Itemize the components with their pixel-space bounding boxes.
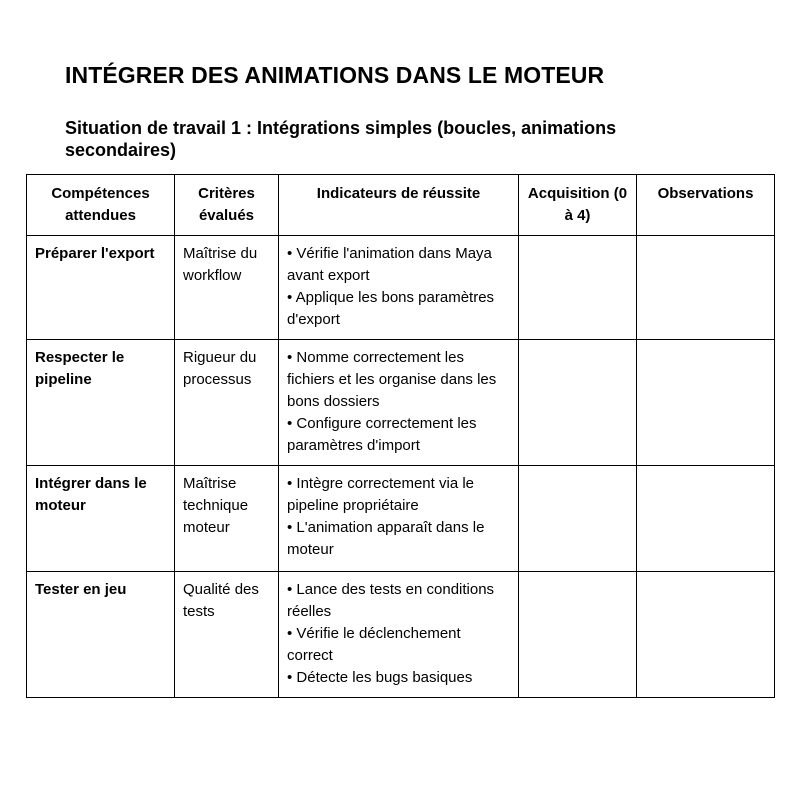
indicator-item: • Applique les bons paramètres d'export	[287, 289, 495, 328]
header-indicateurs: Indicateurs de réussite	[279, 175, 519, 236]
observations-cell[interactable]	[637, 466, 775, 572]
critere-cell: Maîtrise du workflow	[175, 236, 279, 340]
indicateurs-cell	[279, 572, 519, 698]
table-row	[27, 236, 775, 340]
evaluation-table	[26, 174, 775, 698]
header-observations: Observations	[637, 175, 775, 236]
indicator-item: • Intègre correctement via le pipeline propriétaire	[287, 475, 475, 514]
observations-cell[interactable]	[637, 340, 775, 466]
indicator-item: • Configure correctement les paramètres d'import	[287, 415, 477, 454]
critere-cell: Qualité des tests	[175, 572, 279, 698]
indicateurs-cell	[279, 236, 519, 340]
competence-cell: Préparer l'export	[27, 236, 175, 340]
critere-cell: Maîtrise technique moteur	[175, 466, 279, 572]
page-title: INTÉGRER DES ANIMATIONS DANS LE MOTEUR	[65, 62, 605, 88]
competence-cell: Tester en jeu	[27, 572, 175, 698]
indicator-item: • Lance des tests en conditions réelles	[287, 581, 495, 620]
table-row	[27, 466, 775, 572]
table-row	[27, 340, 775, 466]
observations-cell[interactable]	[637, 236, 775, 340]
critere-cell: Rigueur du processus	[175, 340, 279, 466]
indicateurs-cell	[279, 466, 519, 572]
indicator-item: • Nomme correctement les fichiers et les organise dans les bons dossiers	[287, 349, 497, 410]
observations-cell[interactable]	[637, 572, 775, 698]
acquisition-cell[interactable]	[519, 340, 637, 466]
indicator-item: • L'animation apparaît dans le moteur	[287, 519, 485, 558]
acquisition-cell[interactable]	[519, 572, 637, 698]
competence-cell: Intégrer dans le moteur	[27, 466, 175, 572]
header-competences: Compétences attendues	[27, 175, 175, 236]
indicateurs-cell	[279, 340, 519, 466]
indicator-item: • Vérifie le déclenchement correct	[287, 625, 461, 664]
table-row	[27, 572, 775, 698]
header-acquisition: Acquisition (0 à 4)	[519, 175, 637, 236]
indicator-item: • Détecte les bugs basiques	[287, 669, 473, 686]
table-header-row	[27, 175, 775, 236]
competence-cell: Respecter le pipeline	[27, 340, 175, 466]
indicator-item: • Vérifie l'animation dans Maya avant export	[287, 245, 492, 284]
header-criteres: Critères évalués	[175, 175, 279, 236]
acquisition-cell[interactable]	[519, 236, 637, 340]
section-subtitle: Situation de travail 1 : Intégrations simples (boucles, animations secondaires)	[65, 118, 617, 160]
acquisition-cell[interactable]	[519, 466, 637, 572]
